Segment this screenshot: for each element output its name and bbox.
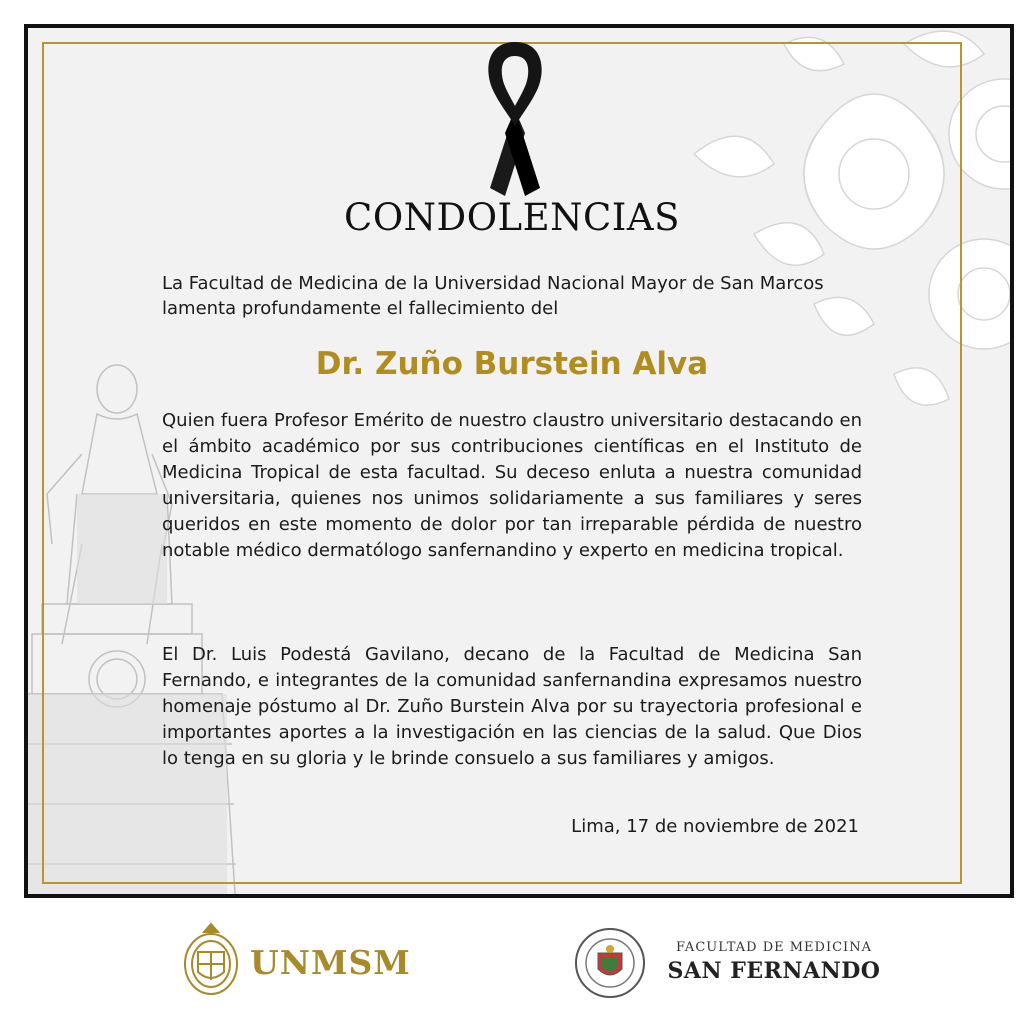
paragraph-tribute: Quien fuera Profesor Emérito de nuestro claustro universitario destacando en el ámbito académico por sus contribuciones científicas en el Instituto de Medicina Tropical de esta facultad. Su deceso enluta a nuestra comunidad universitaria, quienes nos unimos solidariamente a sus familiares y seres queridos en este momento de dolor por tan irreparable pérdida de nuestro notable médico dermatólogo sanfernandino y experto en medicina tropical. (162, 410, 862, 561)
deceased-name: Dr. Zuño Burstein Alva (315, 346, 709, 382)
date-line: Lima, 17 de noviembre de 2021 (571, 816, 859, 837)
unmsm-crest-icon (180, 920, 242, 1000)
san-fernando-seal-icon (574, 927, 646, 999)
unmsm-logo-text: UNMSM (250, 943, 411, 982)
page-title: CONDOLENCIAS (344, 196, 680, 239)
mourning-ribbon-icon (470, 38, 560, 198)
faculty-label: FACULTAD DE MEDICINA (676, 940, 872, 955)
paragraph-homage: El Dr. Luis Podestá Gavilano, decano de la Facultad de Medicina San Fernando, e integrantes de la comunidad sanfernandina expresamos nuestro homenaje póstumo al Dr. Zuño Burstein Alva por su trayectoria profesional e importantes aportes a la investigación en las ciencias de la salud. Que Dios lo tenga en su gloria y le brinde consuelo a sus familiares y amigos. (162, 644, 862, 769)
intro-text: La Facultad de Medicina de la Universidad Nacional Mayor de San Marcos lamenta profundamente el fallecimiento del (162, 273, 824, 319)
faculty-name: SAN FERNANDO (667, 958, 881, 984)
